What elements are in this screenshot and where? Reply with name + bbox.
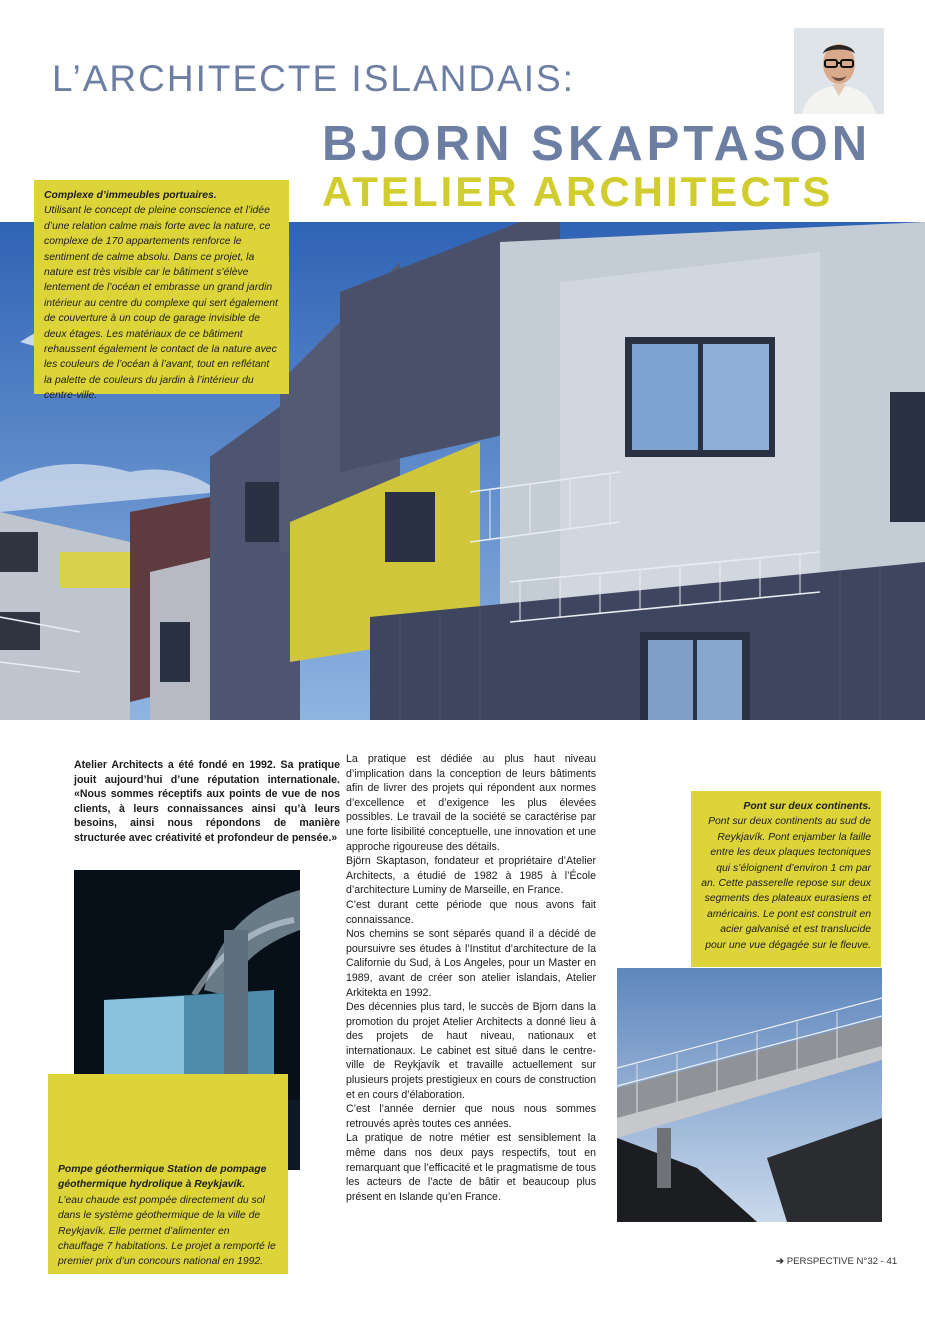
pump-caption-title: Pompe géothermique Station de pompage géothermique hydrolique à Reykjavík. <box>58 1164 267 1191</box>
bridge-caption-box <box>691 791 881 967</box>
portrait-photo <box>794 28 884 114</box>
arrow-icon: ➔ <box>776 1256 785 1267</box>
harbour-caption-box <box>34 180 289 402</box>
kicker-title: L’ARCHITECTE ISLANDAIS: <box>52 58 576 99</box>
harbour-caption-title: Complexe d’immeubles portuaires. <box>44 190 217 201</box>
article-paragraph: C’est l’année dernier que nous nous sommes retrouvés après toutes ces années. <box>346 1103 596 1130</box>
harbour-caption-text: Utilisant le concept de pleine conscience et l’idée d’une relation calme mais forte avec la nature, ce complexe de 170 appartements renforce le sentiment de calme absolu. Dans ce projet, la nature est très visible car le bâtiment s’élève lentement de l’océan et embrasse un grand jardin intérieur au centre du complexe qui sert également de couverture à un coup de garage invisible de deux étages. Les matériaux de ce bâtiment rehaussent également le contact de la nature avec les couleurs de l’océan à l’avant, tout en reflétant la palette de couleurs du jardin à l’intérieur du centre-ville. <box>44 205 278 402</box>
main-article-column <box>346 752 596 1204</box>
article-paragraph: Nos chemins se sont séparés quand il a décidé de poursuivre ses études à l’Institut d’architecture de la Californie du Sud, à Los Angeles, pour un Master en 1989, avant de créer son atelier islandais, Atelier Arkitekta en 1992. <box>346 928 596 999</box>
pump-caption-text: L’eau chaude est pompée directement du sol dans le système géothermique de la ville de Reykjavík. Elle permet d’alimenter en chauffage 7 habitations. Le projet a remporté le premier prix d’un concours national en 1992. <box>58 1194 276 1268</box>
intro-paragraph: Atelier Architects a été fondé en 1992. Sa pratique jouit aujourd’hui d’une réputation internationale. «Nous sommes réceptifs aux points de vue de nos clients, à leurs connaissances ainsi qu’à leurs besoins, ainsi nous répondons de manière structurée avec créativité et profondeur de pensée.» <box>74 759 340 844</box>
article-paragraph: La pratique est dédiée au plus haut niveau d’implication dans la conception de leurs bâtiments afin de livrer des projets qui répondent aux normes d’excellence et d’exigence les plus élevées possibles. Le travail de la société se caractérise par une forte lisibilité conceptuelle, une innovation et une approche rigoureuse des détails. <box>346 753 596 853</box>
architect-name: BJORN SKAPTASON <box>322 117 872 171</box>
issue-page-label: PERSPECTIVE N°32 - 41 <box>786 1256 898 1267</box>
article-paragraph: Des décennies plus tard, le succès de Bjorn dans la promotion du projet Atelier Architects a donné lieu à des projets de haut niveau, nationaux et internationaux. Le cabinet est situé dans le centre-ville de Reykjavík et travaille actuellement sur plusieurs projets prestigieux en cours de construction et en cours d’élaboration. <box>346 1001 596 1101</box>
continents-bridge-photo <box>617 968 882 1222</box>
article-paragraph: La pratique de notre métier est sensiblement la même dans nos deux pays respectifs, tout en remarquant que l’efficacité et le pragmatisme de tous les acteurs de l’acte de bâtir et beaucoup plus présent en Islande qu’en France. <box>346 1132 596 1203</box>
firm-name: ATELIER ARCHITECTS <box>322 168 834 215</box>
page-footer <box>776 1256 897 1267</box>
bridge-caption-title: Pont sur deux continents. <box>743 801 871 812</box>
article-paragraph: Björn Skaptason, fondateur et propriétaire d’Atelier Architects, a étudié de 1982 à 1985 à l’École d’architecture Luminy de Marseille, en France. <box>346 855 596 897</box>
bridge-caption-text: Pont sur deux continents au sud de Reykjavík. Pont enjamber la faille entre les deux plaques tectoniques qui s’éloignent d’environ 1 cm par an. Cette passerelle repose sur deux segments des plateaux eurasiens et américains. Le pont est construit en acier galvanisé et est translucide pour une vue dégagée sur le fleuve. <box>701 816 871 951</box>
article-paragraph: C’est durant cette période que nous avons fait connaissance. <box>346 898 596 926</box>
pump-caption-box <box>48 1074 288 1274</box>
